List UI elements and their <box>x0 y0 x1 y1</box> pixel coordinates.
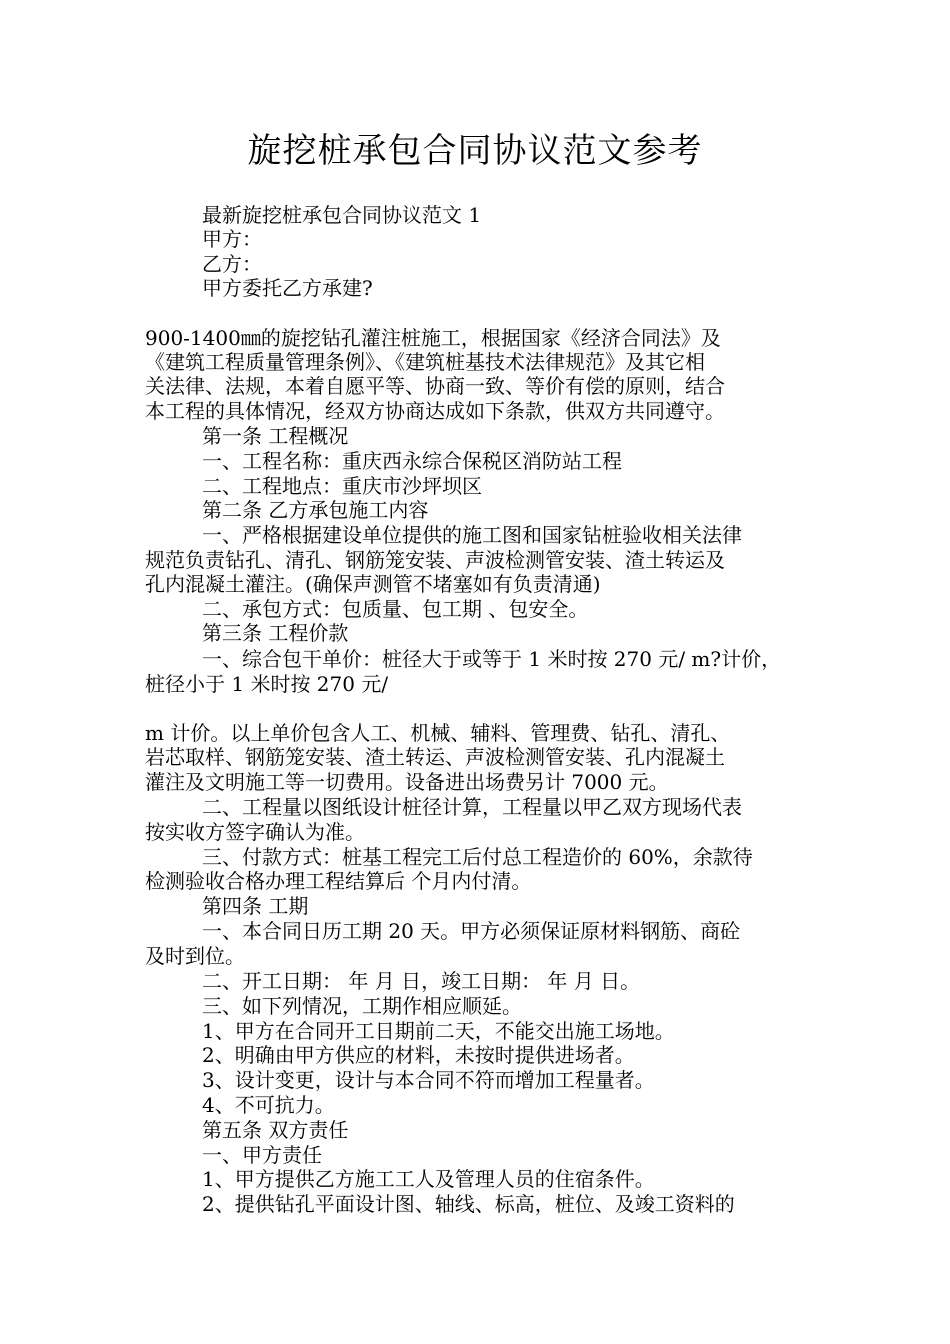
subtitle-line: 最新旋挖桩承包合同协议范文 1 <box>202 203 482 227</box>
text-line: 2、提供钻孔平面设计图、轴线、标高，桩位、及竣工资料的 <box>202 1192 735 1216</box>
text-line: 本工程的具体情况，经双方协商达成如下条款，供双方共同遵守。 <box>145 399 725 423</box>
article-heading: 第一条 工程概况 <box>202 424 349 448</box>
text-line: 一、工程名称：重庆西永综合保税区消防站工程 <box>202 449 622 473</box>
article-heading: 第二条 乙方承包施工内容 <box>202 498 429 522</box>
party-a-line: 甲方： <box>202 227 262 251</box>
text-line: 甲方委托乙方承建? <box>202 276 373 300</box>
text-line: 三、付款方式：桩基工程完工后付总工程造价的 60%，余款待 <box>202 845 753 869</box>
text-line: 900-1400㎜的旋挖钻孔灌注桩施工，根据国家《经济合同法》及 <box>145 326 721 350</box>
article-heading: 第五条 双方责任 <box>202 1118 349 1142</box>
text-line: 孔内混凝土灌注。(确保声测管不堵塞如有负责清通) <box>145 572 601 596</box>
article-heading: 第三条 工程价款 <box>202 621 349 645</box>
text-line: 3、设计变更，设计与本合同不符而增加工程量者。 <box>202 1068 655 1092</box>
text-line: 二、开工日期： 年 月 日，竣工日期： 年 月 日。 <box>202 969 641 993</box>
text-line: 关法律、法规，本着自愿平等、协商一致、等价有偿的原则，结合 <box>145 374 725 398</box>
text-line: 规范负责钻孔、清孔、钢筋笼安装、声波检测管安装、渣土转运及 <box>145 548 725 572</box>
text-line: 一、本合同日历工期 20 天。甲方必须保证原材料钢筋、商砼 <box>202 919 741 943</box>
text-line: 二、工程量以图纸设计桩径计算，工程量以甲乙双方现场代表 <box>202 795 742 819</box>
text-line: 三、如下列情况，工期作相应顺延。 <box>202 994 522 1018</box>
article-heading: 第四条 工期 <box>202 894 309 918</box>
text-line: 检测验收合格办理工程结算后 个月内付清。 <box>145 869 532 893</box>
text-line: 及时到位。 <box>145 944 245 968</box>
text-line: 一、甲方责任 <box>202 1143 322 1167</box>
text-line: 1、甲方提供乙方施工工人及管理人员的住宿条件。 <box>202 1167 655 1191</box>
text-line: 一、严格根据建设单位提供的施工图和国家钻桩验收相关法律 <box>202 523 742 547</box>
text-line: m 计价。以上单价包含人工、机械、辅料、管理费、钻孔、清孔、 <box>145 721 731 745</box>
text-line: 1、甲方在合同开工日期前二天，不能交出施工场地。 <box>202 1019 675 1043</box>
text-line: 岩芯取样、钢筋笼安装、渣土转运、声波检测管安装、孔内混凝土 <box>145 745 725 769</box>
text-line: 二、承包方式：包质量、包工期 、包安全。 <box>202 597 589 621</box>
text-line: 2、明确由甲方供应的材料，未按时提供进场者。 <box>202 1043 635 1067</box>
text-line: 灌注及文明施工等一切费用。设备进出场费另计 7000 元。 <box>145 770 669 794</box>
text-line: 《建筑工程质量管理条例》、《建筑桩基技术法律规范》及其它相 <box>145 350 705 374</box>
text-line: 4、不可抗力。 <box>202 1093 335 1117</box>
party-b-line: 乙方： <box>202 252 262 276</box>
text-line: 二、工程地点：重庆市沙坪坝区 <box>202 474 482 498</box>
text-line: 按实收方签字确认为准。 <box>145 820 365 844</box>
text-line: 桩径小于 1 米时按 270 元/ <box>145 672 389 696</box>
document-title: 旋挖桩承包合同协议范文参考 <box>247 131 703 171</box>
text-line: 一、综合包干单价：桩径大于或等于 1 米时按 270 元/ m?计价， <box>202 647 782 671</box>
